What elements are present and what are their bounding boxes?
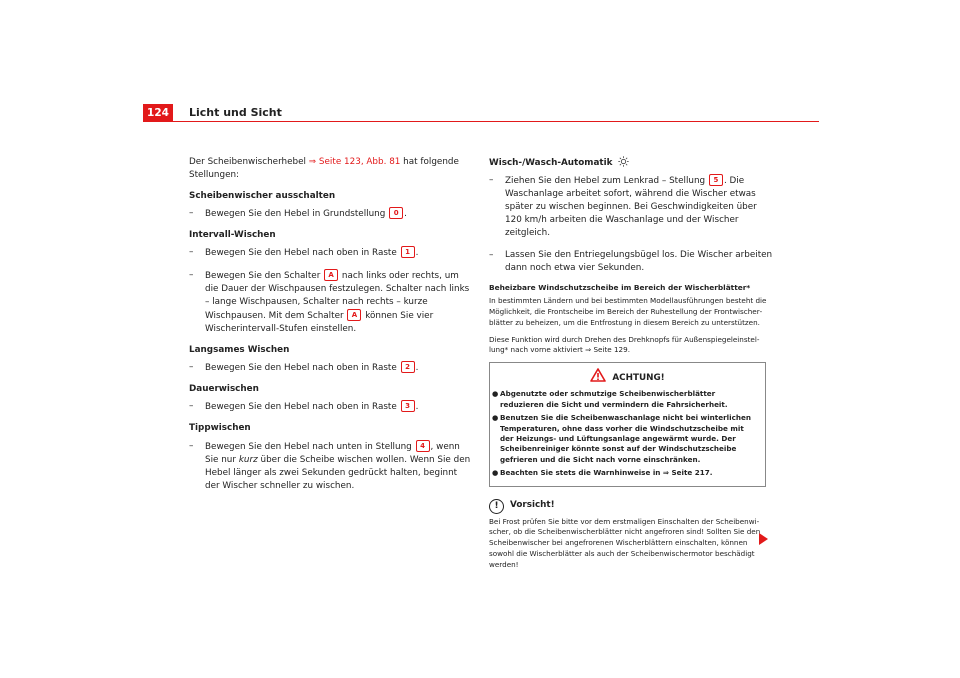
dash-marker: – [189,247,194,258]
step-text: Lassen Sie den Entriegelungsbügel los. Die Wischer arbeiten dann noch etwa vier Sekunden. [505,249,773,273]
dash-marker: – [189,362,194,373]
heated-paragraph-2 [489,335,774,357]
caution-title-text: Vorsicht! [510,499,555,510]
sun-icon [618,156,629,167]
step-text-end: . [415,363,419,374]
step-text: Ziehen Sie den Hebel zum Lenkrad – Stellung [505,176,708,187]
step-text-end: . Die Waschanlage arbeitet sofort, während die Wischer etwas später zu wischen beginnen. Bei Geschwindigkeiten über 120 km/h arbeiten die Waschanlage und der Wischer zeitgleich. [505,176,757,239]
right-column [489,156,774,577]
step-text: Bewegen Sie den Hebel nach oben in Raste [205,248,400,259]
left-column [189,156,474,501]
warning-box [489,362,766,486]
page-reference-link[interactable]: Seite 123, Abb. 81 [316,157,401,167]
warning-item-text: Benutzen Sie die Scheibenwaschanlage nicht bei winterlichen Temperaturen, ohne dass vorher die Windschutzscheibe mit der Heizungs- und Lüftungsanlage angewärmt wurde. Der Scheibenreiniger könnte sonst auf der Windschutzscheibe gefrieren und die Sicht nach vorne einschränken. [500,413,751,464]
intro-paragraph [189,156,474,182]
section-heading: Langsames Wischen [189,345,290,356]
dash-marker: – [189,269,194,280]
section-heading: Tippwischen [189,423,251,434]
header-divider [143,121,819,122]
step-item [189,440,474,493]
step-text-end: . [415,402,419,413]
step-item [189,361,474,375]
bullet-icon: ● [492,468,499,478]
warning-item [492,468,759,478]
bullet-icon: ● [492,413,499,423]
step-item [489,174,774,240]
continue-arrow-icon [759,533,768,545]
position-badge: 4 [416,440,430,452]
caution-paragraph: Bei Frost prüfen Sie bitte vor dem erstmaligen Einschalten der Scheibenwischer, ob die Scheibenwischerblätter nicht angefroren sind! Sollten Sie den Scheibenwischer bei angefrorenen Wischerblättern einschalten, können sowohl die Wischerblätter als auch der Scheibenwischermotor beschädigt werden! [489,516,761,569]
warning-triangle-icon [590,368,606,382]
warning-item [492,413,759,465]
step-item [189,400,474,414]
step-item [189,207,474,221]
step-text-end: über die Scheibe wischen wollen. Wenn Sie den Hebel länger als zwei Sekunden gedrückt halten, beginnt der Wischer schneller zu wischen. [205,454,471,491]
chapter-title: Licht und Sicht [189,106,282,119]
step-item [189,246,474,260]
warning-item-text: Abgenutzte oder schmutzige Scheibenwischerblätter reduzieren die Sicht und vermindern die Fahrsicherheit. [500,389,728,409]
section-heading [489,156,774,170]
heated-text: Diese Funktion wird durch Drehen des Drehknopfs für Außenspiegeleinstellung* nach vorne aktiviert [489,334,760,355]
section-heading: Intervall-Wischen [189,230,276,241]
page-number: 124 [143,104,173,122]
step-text: Bewegen Sie den Hebel nach oben in Raste [205,402,400,413]
position-badge: 0 [389,207,403,219]
warning-item [492,389,759,410]
position-badge: 2 [401,361,415,373]
step-text-mid: nach links oder rechts, um die Dauer der Wischpausen festzulegen. Schalter nach links – lange Wischpausen, Schalter nach rechts – kurze Wischpausen. Mit dem Schalter [205,270,470,321]
warning-title [490,363,765,389]
dash-marker: – [189,208,194,219]
emphasis-text: kurz [238,454,258,465]
bullet-icon: ● [492,389,499,399]
ref-arrow-icon: ⇒ [585,345,592,355]
position-badge: 5 [709,174,723,186]
step-text-end: . [415,248,419,259]
step-text: Bewegen Sie den Hebel nach unten in Stellung [205,441,415,452]
wisch-heading-text: Wisch-/Wasch-Automatik [489,158,613,168]
dash-marker: – [489,175,494,186]
intro-text-end: hat folgende Stellungen: [189,157,459,181]
dash-marker: – [189,440,194,451]
step-text-mid: , wenn Sie nur [205,441,460,465]
step-text: Bewegen Sie den Hebel in Grundstellung [205,209,389,220]
dash-marker: – [189,401,194,412]
caution-icon: ! [489,499,504,514]
step-item [489,249,774,275]
caution-title [489,499,774,514]
step-text: Bewegen Sie den Hebel nach oben in Raste [205,363,400,374]
switch-badge: A [347,309,361,321]
warning-item-text: Beachten Sie stets die Warnhinweise in ⇒ Seite 217. [500,468,713,478]
step-text: Bewegen Sie den Schalter [205,270,324,281]
section-heading: Scheibenwischer ausschalten [189,191,336,202]
step-item [189,269,474,336]
heated-paragraph-1: In bestimmten Ländern und bei bestimmten Modellausführungen besteht die Möglichkeit, die Frontscheibe im Bereich der Ruhestellung der Frontwischerblätter zu beheizen, um die Entfrostung in diesem Bereich zu unterstützen. [489,296,767,327]
position-badge: 3 [401,400,415,412]
section-heading: Dauerwischen [189,384,259,395]
intro-text: Der Scheibenwischerhebel [189,157,309,167]
warning-title-text: ACHTUNG! [612,373,665,384]
step-text-end: . [404,209,407,220]
switch-badge: A [324,269,338,281]
step-text-end: können Sie vier Wischerintervall-Stufen einstellen. [205,310,434,334]
position-badge: 1 [401,246,415,258]
dash-marker: – [489,249,494,260]
heated-windscreen-heading: Beheizbare Windschutzscheibe im Bereich der Wischerblätter* [489,282,751,292]
page-reference-link[interactable]: Seite 129. [591,345,630,355]
ref-arrow-icon: ⇒ [308,157,317,167]
